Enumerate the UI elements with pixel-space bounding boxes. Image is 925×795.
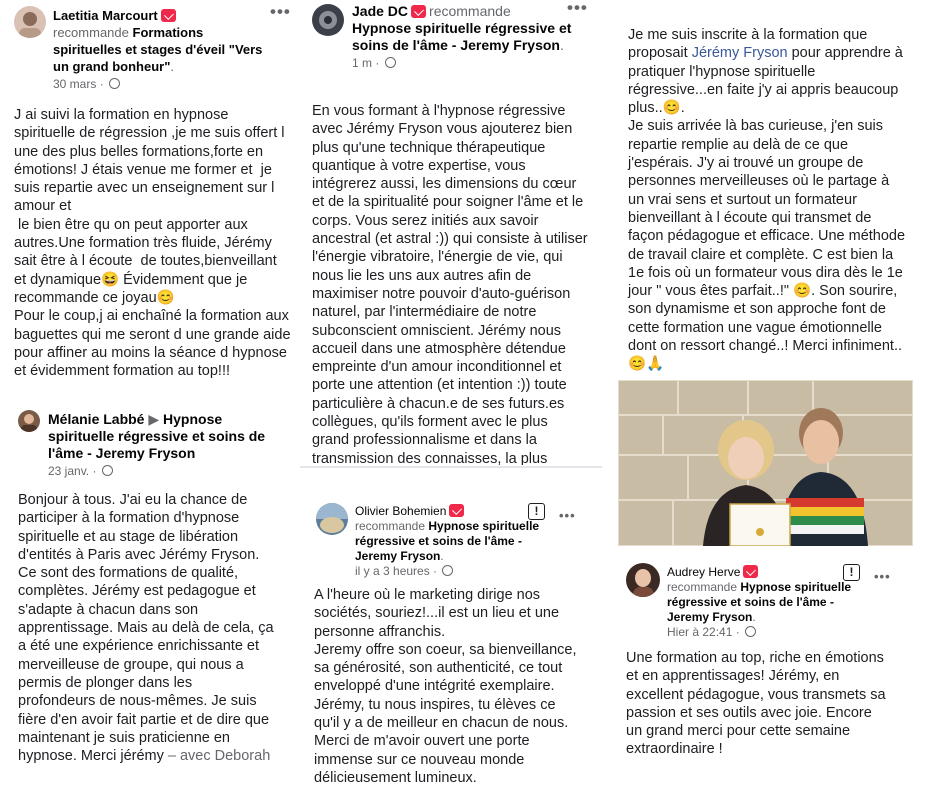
training-photo[interactable] — [618, 380, 913, 546]
post-date[interactable]: 30 mars · — [53, 77, 120, 91]
mentioned-profile-link[interactable]: Jérémy Fryson — [691, 45, 788, 62]
date-text: 30 mars — [53, 77, 97, 91]
recommend-icon — [449, 504, 464, 517]
page-link[interactable]: Formations spirituelles et stages d'éveil "Vers un grand bonheur" — [53, 25, 263, 74]
post-header — [48, 411, 278, 480]
date-text: 23 janv. — [48, 464, 90, 478]
author-name[interactable]: Olivier Bohemien — [355, 504, 447, 518]
page-suffix: . — [752, 610, 756, 624]
review-card-laetitia — [0, 0, 300, 395]
text-part: Je me suis inscrite à la formation que proposait — [628, 27, 868, 62]
recommends-text: recommande — [355, 519, 426, 533]
post-text: A l'heure où le marketing dirige nos sociétés, souriez!...il est un lieu et une personne affranchis. Jeremy offre son coeur, sa bienveillance, sa générosité, son authenticité, ce tout enveloppé d'une intégrité exemplaire. Jérémy, tu nous inspires, tu élèves ce qu'il y a de meilleur en chacun de nous. Merci de m'avoir ouvert une porte immense sur ce nouveau monde délicieusement lumineux. — [314, 587, 577, 786]
post-text: En vous formant à l'hypnose régressive avec Jérémy Fryson vous ajouterez bien plus qu'une technique thérapeutique quantique à votre expertise, vous intégrerez aussi, les dimensions du cœur et de la spiritualité pour soigner l'âme et le corps. Vous serez initiés aux savoir ancestral (et astral :)) qui consiste à utiliser l'énergie vibratoire, l'énergie de vie, qui nous lie les uns aux autres afin de maximiser notre pouvoir d'auto-guérison naturel, par l'intermédiaire de notre subconscient omniscient. Jérémy nous accueil dans une atmosphère détendue empreinte d'un amour inconditionnel et porte une attention (et intention :)) toute particulière à chacun.e de ses futurs.es collègues, qu'ils forment avec le plus grand professionnalisme et dans la transmission des connaisses, la plus — [312, 103, 588, 465]
page-link[interactable]: Hypnose spirituelle régressive et soins de l'âme - Jeremy Fryson — [355, 519, 540, 563]
date-text: il y a 3 heures — [355, 564, 430, 578]
author-name[interactable]: Laetitia Marcourt — [53, 8, 158, 23]
globe-icon — [109, 78, 120, 89]
recommend-icon — [411, 5, 426, 18]
date-text: Hier à 22:41 — [667, 625, 733, 639]
divider — [300, 466, 602, 468]
avatar[interactable] — [626, 563, 660, 597]
more-options-icon[interactable]: ••• — [874, 569, 891, 584]
page-link[interactable]: Hypnose spirituelle régressive et soins de l'âme - Jeremy Fryson — [352, 20, 572, 53]
text-part: Bonjour à tous. J'ai eu la chance de participer à la formation d'hypnose spirituelle et au stage de libération d'entités à Paris avec Jérémy Fryson. Ce sont des formations de qualité, complètes. Jérémy est pedagogue et s'adapte à chacun dans son apprentissage. Mais au delà de cela, ça a été une expérience enrichissante et merveilleuse de groupe, qui nous a permis de plonger dans les profondeurs de nous-mêmes. Je suis fière d'en avoir fait partie et de dire que maintenant je suis praticienne en hypnose. Merci jérémy — [18, 492, 274, 765]
report-icon[interactable]: ! — [843, 564, 860, 581]
author-name[interactable]: Mélanie Labbé — [48, 411, 145, 427]
review-card-audrey — [618, 555, 918, 785]
tagged-with[interactable]: – avec Deborah — [163, 748, 271, 765]
post-text — [18, 491, 290, 765]
more-options-icon[interactable]: ••• — [559, 508, 576, 523]
recommend-icon — [743, 565, 758, 578]
post-header — [352, 3, 572, 72]
avatar[interactable] — [316, 503, 348, 535]
recommends-text: recommande — [667, 580, 738, 594]
post-date[interactable]: il y a 3 heures · — [355, 564, 453, 578]
globe-icon — [745, 626, 756, 637]
page-link[interactable]: Hypnose spirituelle régressive et soins de l'âme - Jeremy Fryson — [48, 411, 266, 461]
post-header — [355, 504, 545, 579]
author-name[interactable]: Audrey Herve — [667, 565, 741, 579]
post-header — [667, 565, 857, 640]
more-options-icon[interactable]: ••• — [567, 0, 588, 17]
post-date[interactable]: 1 m · — [352, 56, 396, 70]
report-icon[interactable]: ! — [528, 503, 545, 520]
post-text: J ai suivi la formation en hypnose spirituelle de régression ,je me suis offert l une des plus belles formations,forte en émotions! J étais venue me former et je suis repartie avec un enseignement sur l amour et le bien être qu on peut apporter aux autres.Une formation très fluide, Jérémy sait être à l écoute de toutes,bienveillant et dynamique😆 Évidemment que je recommande ce joyau😊 Pour le coup,j ai enchaîné la formation aux baguettes qui me seront d une grande aide pour affiner au moins la séance d hypnose et évidemment formation au top!!! — [14, 107, 291, 380]
more-options-icon[interactable]: ••• — [270, 2, 291, 21]
avatar[interactable] — [312, 4, 344, 36]
arrow-icon: ▶ — [148, 411, 160, 427]
globe-icon — [385, 57, 396, 68]
recommend-icon — [161, 9, 176, 22]
author-name[interactable]: Jade DC — [352, 3, 409, 19]
post-date[interactable]: 23 janv. · — [48, 464, 113, 478]
photo-image — [618, 380, 913, 546]
recommends-text: recommande — [429, 3, 511, 19]
post-text — [628, 26, 923, 374]
post-date[interactable]: Hier à 22:41 · — [667, 625, 756, 639]
review-card-anonymous — [616, 0, 925, 380]
page-suffix: . — [170, 59, 174, 74]
review-card-jade — [302, 0, 604, 465]
date-text: 1 m — [352, 56, 373, 70]
page-suffix: . — [440, 549, 444, 563]
avatar[interactable] — [18, 410, 40, 432]
review-card-olivier — [304, 495, 604, 795]
post-text: Une formation au top, riche en émotions et en apprentissages! Jérémy, en excellent pédagogue, vous transmets sa passion et ses outils avec joie. Encore un grand merci pour cette semaine extraordinaire ! — [626, 650, 886, 758]
text-part: pour apprendre à pratiquer l'hypnose spirituelle régressive...en faite j'y ai appris beaucoup plus..😊. Je suis arrivée là bas curieuse, j'en suis repartie remplie au delà de ce que j'espérais. J'y ai trouvé un groupe de personnes merveilleuses où le partage à un vrai sens et surtout un formateur bienveillant à l écoute qui transmet de façon pédagogue et efficace. Une méthode de travail claire et complète. C est bien la 1e fois où un formateur vous dira dès le 1e jour " vous êtes parfait..!" 😊. Son sourire, son dynamisme et son approche font de cette formation une vague émotionnelle dont on ressort changé..! Merci infiniment.. 😊🙏 — [628, 45, 906, 373]
recommends-text: recommande — [53, 25, 129, 40]
globe-icon — [442, 565, 453, 576]
avatar[interactable] — [14, 6, 46, 38]
page-suffix: . — [559, 37, 564, 53]
page-link[interactable]: Hypnose spirituelle régressive et soins de l'âme - Jeremy Fryson — [667, 580, 852, 624]
post-header — [53, 7, 268, 93]
globe-icon — [102, 465, 113, 476]
review-card-melanie — [0, 405, 290, 765]
